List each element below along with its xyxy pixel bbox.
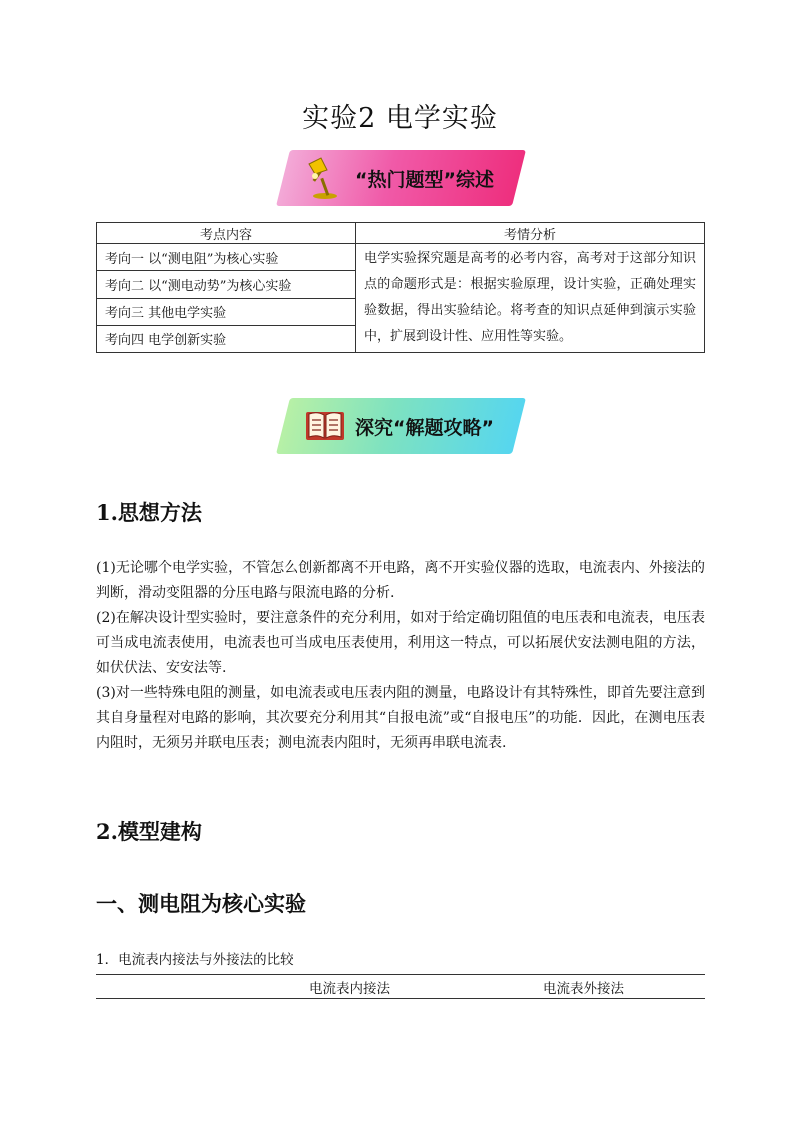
desk-lamp-icon bbox=[303, 156, 347, 200]
table-header-points: 考点内容 bbox=[97, 223, 356, 244]
table-header-row bbox=[97, 223, 705, 244]
table-cell-analysis: 电学实验探究题是高考的必考内容，高考对于这部分知识点的命题形式是：根据实验原理，设计实验，正确处理实验数据，得出实验结论。将考查的知识点延伸到演示实验中，扩展到设计性、应用性等实验。 bbox=[356, 244, 705, 353]
table-cell-point-2: 考向二 以“测电动势”为核心实验 bbox=[97, 271, 356, 298]
hot-topics-banner bbox=[283, 150, 519, 206]
methods-paragraphs bbox=[96, 556, 705, 756]
open-book-icon bbox=[303, 404, 347, 448]
table-cell-point-3: 考向三 其他电学实验 bbox=[97, 298, 356, 325]
comparison-top-rule bbox=[96, 974, 705, 975]
strategy-banner bbox=[283, 398, 519, 454]
strategy-banner-text: 深究“解题攻略” bbox=[355, 416, 494, 439]
methods-paragraph-3: (3)对一些特殊电阻的测量，如电流表或电压表内阻的测量，电路设计有其特殊性，即首先要注意到其自身量程对电路的影响，其次要充分利用其“自报电流”或“自报电压”的功能．因此，在测电压表内阻时，无须另并联电压表；测电流表内阻时，无须再串联电流表. bbox=[96, 685, 705, 751]
exam-points-table bbox=[96, 222, 705, 353]
section-heading-model: 2.模型建构 bbox=[96, 819, 202, 844]
section-heading-resistance: 一、测电阻为核心实验 bbox=[96, 891, 306, 916]
table-cell-point-4: 考向四 电学创新实验 bbox=[97, 325, 356, 352]
section-heading-methods: 1.思想方法 bbox=[96, 500, 202, 525]
table-header-analysis: 考情分析 bbox=[356, 223, 705, 244]
comparison-col-internal: 电流表内接法 bbox=[309, 981, 390, 997]
table-cell-point-1: 考向一 以“测电阻”为核心实验 bbox=[97, 244, 356, 271]
comparison-col-external: 电流表外接法 bbox=[543, 981, 624, 997]
table-row bbox=[97, 244, 705, 271]
comparison-header-rule bbox=[96, 998, 705, 999]
comparison-caption: 1．电流表内接法与外接法的比较 bbox=[96, 952, 294, 968]
methods-paragraph-1: (1)无论哪个电学实验，不管怎么创新都离不开电路，离不开实验仪器的选取，电流表内、外接法的判断，滑动变阻器的分压电路与限流电路的分析. bbox=[96, 560, 705, 601]
methods-paragraph-2: (2)在解决设计型实验时，要注意条件的充分利用，如对于给定确切阻值的电压表和电流表，电压表可当成电流表使用，电流表也可当成电压表使用，利用这一特点，可以拓展伏安法测电阻的方法，如伏伏法、安安法等. bbox=[96, 610, 705, 676]
page-title: 实验2 电学实验 bbox=[302, 103, 498, 134]
hot-topics-banner-text: “热门题型”综述 bbox=[355, 168, 494, 191]
